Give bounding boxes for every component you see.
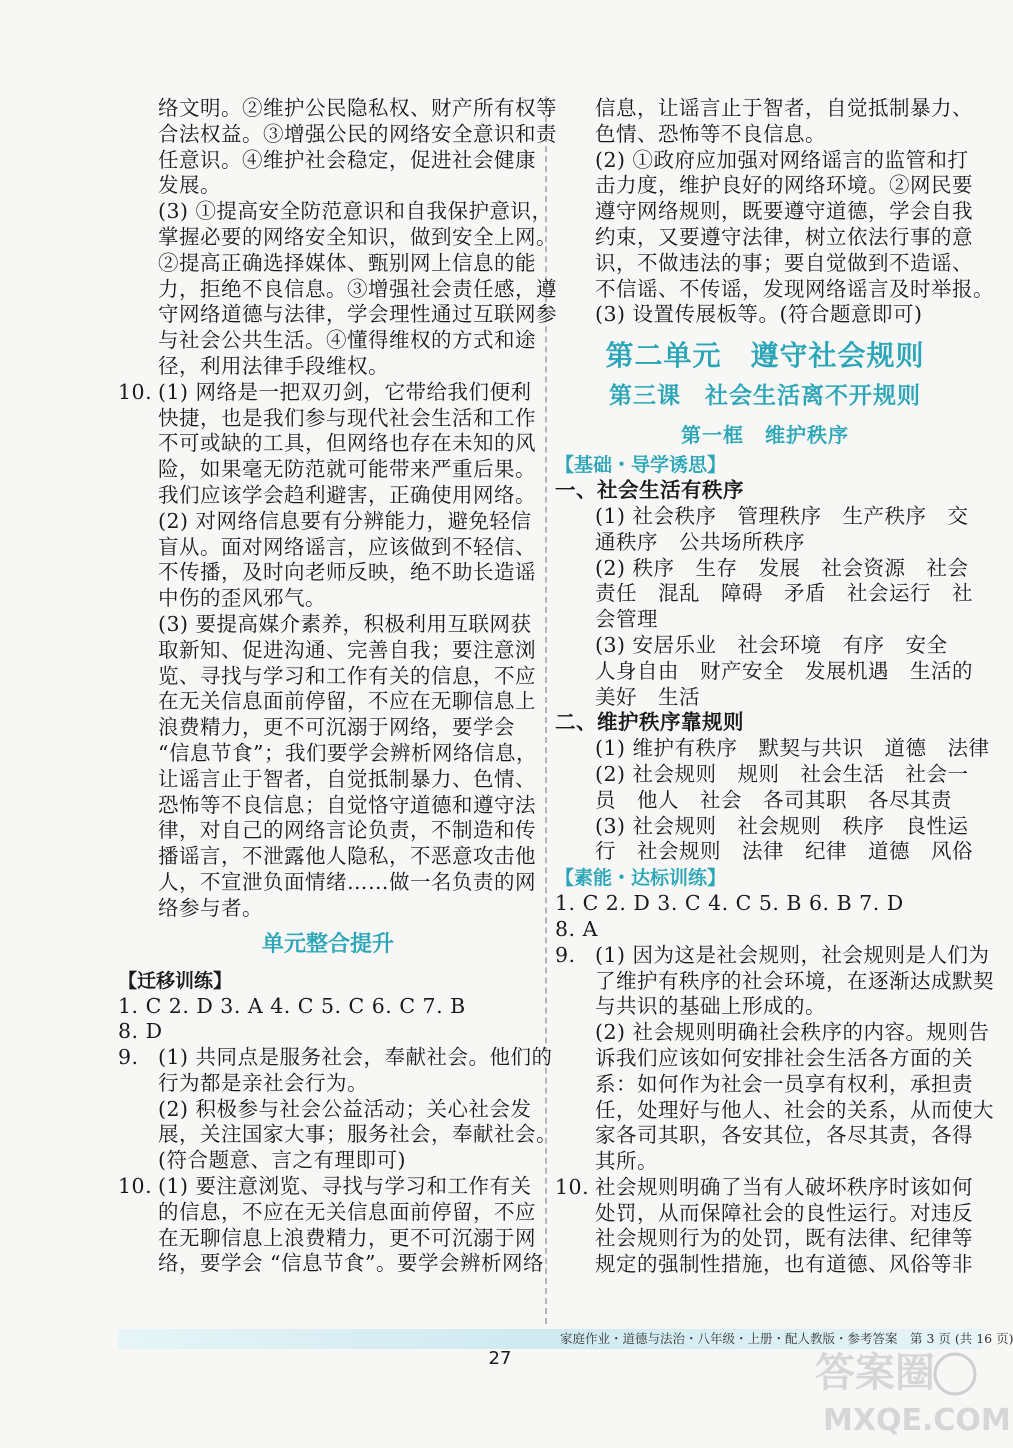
footer-bar: 家庭作业・道德与法治・八年级・上册・配人教版・参考答案 第 3 页 (共 16 页) [540, 1329, 983, 1349]
text-line: 中伤的歪风邪气。 [158, 586, 326, 611]
text-line: 规定的强制性措施，也有道德、风俗等非 [595, 1252, 973, 1277]
text-line: (3) 设置传展板等。(符合题意即可) [595, 302, 923, 327]
right-answer-block-4 [555, 891, 994, 1278]
text-line [118, 1045, 553, 1071]
text-line: 8. D [118, 1019, 163, 1044]
text-line: 约束，又要遵守法律，树立依法行事的意 [595, 224, 973, 249]
text-line: 络，要学会 “信息节食”。要学会辨析网络 [158, 1251, 544, 1276]
right-answer-block-1 [555, 96, 994, 328]
text-line: 的信息，不应在无关信息面前停留，不应 [158, 1199, 536, 1224]
text-line: (符合题意、言之有理即可) [158, 1148, 406, 1173]
text-line: 会管理 [595, 607, 658, 632]
text-line: 了维护有秩序的社会环境，在逐渐达成默契 [595, 968, 994, 993]
left-answer-block-1 [118, 96, 557, 922]
text-line: 掌握必要的网络安全知识，做到安全上网。 [158, 224, 557, 249]
watermark-logo [815, 1340, 1011, 1440]
left-column [118, 96, 557, 1277]
text-line: (2) 积极参与社会公益活动；关心社会发 [158, 1096, 532, 1121]
text-line: 1. C 2. D 3. A 4. C 5. C 6. C 7. B [118, 993, 466, 1018]
text-line: (3) 安居乐业 社会环境 有序 安全 [595, 632, 948, 657]
text-line: 识，不做违法的事；要自觉做到不造谣、 [595, 250, 973, 275]
watermark-sub: MXQE.COM [823, 1403, 1011, 1438]
text-line: (2) 对网络信息要有分辨能力，避免轻信 [158, 508, 532, 533]
question-number: 10. [118, 379, 153, 404]
text-line: 律，对自己的网络言论负责，不制造和传 [158, 818, 536, 843]
line-text: (1) 共同点是服务社会，奉献社会。他们的 [158, 1045, 553, 1070]
text-line: 美好 生活 [595, 684, 700, 709]
text-line: 员 他人 社会 各司其职 各尽其责 [595, 787, 952, 812]
text-line: 让谣言止于智者，自觉抵制暴力、色情、 [158, 766, 536, 791]
text-line: 恐怖等不良信息；自觉恪守道德和遵守法 [158, 792, 536, 817]
text-line: 合法权益。③增强公民的网络安全意识和责 [158, 121, 557, 146]
basic-guide-heading: 【基础・导学诱思】 [555, 454, 727, 477]
text-line: 1. C 2. D 3. C 4. C 5. B 6. B 7. D [555, 891, 904, 916]
text-line: 击力度，维护良好的网络环境。②网民要 [595, 173, 973, 198]
text-line: 行为都是亲社会行为。 [158, 1070, 368, 1095]
text-line: 不信谣、不传谣，发现网络谣言及时举报。 [595, 276, 994, 301]
text-line: 任意识。④维护社会稳定，促进社会健康 [158, 147, 536, 172]
right-answer-block-3 [555, 736, 990, 865]
text-line: 责任 混乱 障碍 矛盾 社会运行 社 [595, 581, 973, 606]
text-line: 展，关注国家大事；服务社会，奉献社会。 [158, 1122, 557, 1147]
text-line: 快捷，也是我们参与现代社会生活和工作 [158, 405, 536, 430]
text-line: 任，处理好与他人、社会的关系，从而使大 [595, 1097, 994, 1122]
line-text: (1) 要注意浏览、寻找与学习和工作有关 [158, 1174, 532, 1199]
text-line: (1) 社会秩序 管理秩序 生产秩序 交 [595, 503, 969, 528]
text-line: 遵守网络规则，既要遵守道德，学会自我 [595, 199, 973, 224]
lesson-title: 第三课 社会生活离不开规则 [609, 383, 921, 410]
text-line: (3) 要提高媒介素养，积极利用互联网获 [158, 611, 532, 636]
text-line: “信息节食”；我们要学会辨析网络信息， [158, 740, 537, 765]
text-line: 险，如果毫无防范就可能带来严重后果。 [158, 457, 536, 482]
text-line: 发展。 [158, 173, 221, 198]
text-line: (3) 社会规则 社会规则 秩序 良性运 [595, 813, 969, 838]
text-line: 诉我们应该如何安排社会生活各方面的关 [595, 1045, 973, 1070]
text-line: 络参与者。 [158, 895, 263, 920]
text-line: 社会规则行为的处罚，既有法律、纪律等 [595, 1226, 973, 1251]
text-line: 家各司其职，各安其位，各尽其责，各得 [595, 1123, 973, 1148]
text-line: (2) 秩序 生存 发展 社会资源 社会 [595, 555, 969, 580]
text-line [118, 380, 538, 406]
text-line: 览、寻找与学习和工作有关的信息，不应 [158, 663, 536, 688]
section-title-unit-review: 单元整合提升 [261, 931, 394, 957]
text-line: 信息，让谣言止于智者，自觉抵制暴力、 [595, 96, 973, 120]
text-line: 处罚，从而保障社会的良性运行。对违反 [595, 1200, 973, 1225]
text-line: 取新知、促进沟通、完善自我；要注意浏 [158, 637, 536, 662]
question-number: 10. [555, 1174, 590, 1199]
text-line: 在无聊信息上浪费精力，更不可沉溺于网 [158, 1225, 536, 1250]
text-line: (2) ①政府应加强对网络谣言的监管和打 [595, 147, 969, 172]
text-line: 与共识的基础上形成的。 [595, 994, 826, 1019]
line-text: (1) 因为这是社会规则，社会规则是人们为 [595, 942, 990, 967]
page-number: 27 [488, 1348, 512, 1369]
text-line: 行 社会规则 法律 纪律 道德 风俗 [595, 839, 973, 864]
text-line: 其所。 [595, 1149, 658, 1174]
text-line: 守网络道德与法律，学会理性通过互联网参 [158, 302, 557, 327]
text-line [555, 942, 990, 969]
text-line: (2) 社会规则 规则 社会生活 社会一 [595, 761, 969, 786]
left-answer-block-2 [118, 993, 557, 1278]
line-text: (1) 网络是一把双刃剑，它带给我们便利 [158, 379, 532, 404]
text-line: 通秩序 公共场所秩序 [595, 529, 805, 554]
text-line: 不传播，及时向老师反映，绝不助长造谣 [158, 560, 536, 585]
heading-social-order: 一、社会生活有秩序 [555, 478, 744, 503]
text-line: ②提高正确选择媒体、甄别网上信息的能 [158, 250, 536, 275]
right-answer-block-2 [555, 504, 975, 710]
text-line: 盲从。面对网络谣言，应该做到不轻信、 [158, 534, 536, 559]
frame-title: 第一框 维护秩序 [681, 423, 849, 448]
transfer-training-heading: 【迁移训练】 [118, 969, 233, 992]
text-line: 与社会公共生活。④懂得维权的方式和途 [158, 328, 536, 353]
question-number: 9. [118, 1045, 139, 1070]
text-line: 我们应该学会趋利避害，正确使用网络。 [158, 482, 536, 507]
text-line: 径，利用法律手段维权。 [158, 353, 389, 378]
text-line [118, 1174, 538, 1200]
text-line: 力，拒绝不良信息。③增强社会责任感，遵 [158, 276, 557, 301]
skill-training-heading: 【素能・达标训练】 [555, 867, 727, 890]
text-line: 络文明。②维护公民隐私权、财产所有权等 [158, 96, 557, 120]
heading-rules: 二、维护秩序靠规则 [555, 710, 744, 735]
text-line: 色情、恐怖等不良信息。 [595, 121, 826, 146]
question-number: 10. [118, 1174, 153, 1199]
line-text: 社会规则明确了当有人破坏秩序时该如何 [595, 1174, 973, 1199]
text-line [555, 1175, 975, 1201]
text-line: 浪费精力，更不可沉溺于网络，要学会 [158, 715, 515, 740]
watermark-text: 答案圈 [815, 1350, 935, 1396]
text-line: (3) ①提高安全防范意识和自我保护意识， [158, 199, 553, 224]
text-line: 8. A [555, 916, 598, 941]
text-line: 人身自由 财产安全 发展机遇 生活的 [595, 658, 973, 683]
text-line: (1) 维护有秩序 默契与共识 道德 法律 [595, 736, 990, 761]
text-line: 不可或缺的工具，但网络也存在未知的风 [158, 431, 536, 456]
right-column [555, 96, 994, 1278]
footer-bar-left [118, 1329, 540, 1349]
unit-title: 第二单元 遵守社会规则 [605, 339, 925, 373]
text-line: 系：如何作为社会一员享有权利，承担责 [595, 1071, 973, 1096]
question-number: 9. [555, 942, 576, 967]
text-line: 在无关信息面前停留，不应在无聊信息上 [158, 689, 536, 714]
text-line: 播谣言，不泄露他人隐私，不恶意攻击他 [158, 844, 536, 869]
text-line: 人，不宣泄负面情绪……做一名负责的网 [158, 869, 536, 894]
text-line: (2) 社会规则明确社会秩序的内容。规则告 [595, 1020, 990, 1045]
